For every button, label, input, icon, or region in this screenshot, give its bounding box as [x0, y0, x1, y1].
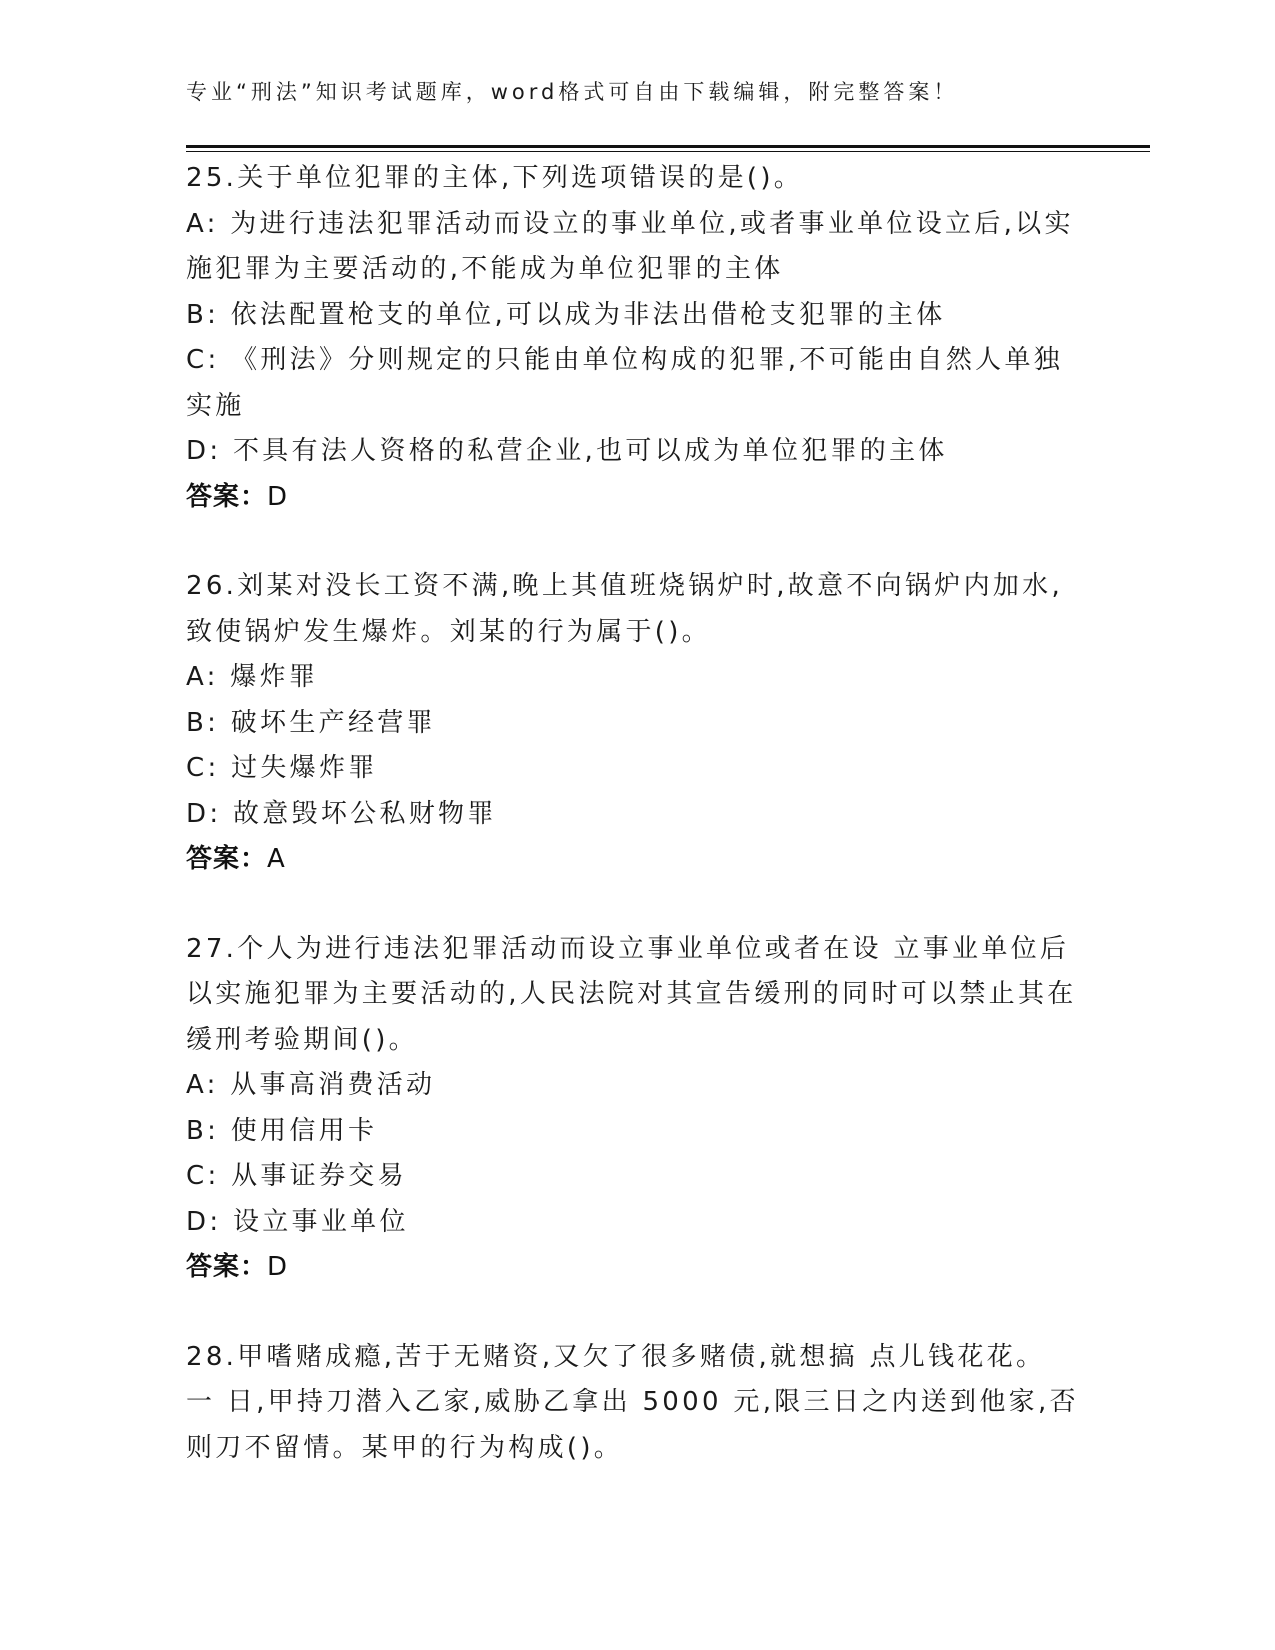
question-spacer	[186, 883, 1096, 927]
answer-line	[186, 837, 1096, 883]
option-a: A: 爆炸罪	[186, 662, 319, 692]
option-c: C: 《刑法》分则规定的只能由单位构成的犯罪,不可能由自然人单独	[186, 345, 1064, 375]
answer-value: D	[267, 1252, 288, 1282]
question-text-cont: 以实施犯罪为主要活动的,人民法院对其宣告缓刑的同时可以禁止其在	[186, 979, 1077, 1009]
answer-label: 答案：	[186, 844, 268, 874]
answer-label: 答案：	[186, 481, 268, 512]
answer-line	[186, 475, 1096, 521]
question-27	[186, 927, 1096, 1291]
option-a: A: 为进行违法犯罪活动而设立的事业单位,或者事业单位设立后,以实	[186, 208, 1074, 239]
answer-line	[186, 1245, 1096, 1291]
header-rule-thin	[186, 151, 1150, 152]
option-b: B: 依法配置枪支的单位,可以成为非法出借枪支犯罪的主体	[186, 299, 946, 330]
answer-label: 答案：	[186, 1252, 268, 1282]
option-d: D: 设立事业单位	[186, 1206, 409, 1237]
question-text: 27.个人为进行违法犯罪活动而设立事业单位或者在设 立事业单位后	[186, 933, 1070, 964]
question-text: 28.甲嗜赌成瘾,苦于无赌资,又欠了很多赌债,就想搞 点儿钱花花。	[186, 1341, 1046, 1372]
page-header: 专业“刑法”知识考试题库，word格式可自由下载编辑，附完整答案！	[186, 80, 959, 104]
question-text-cont: 一 日,甲持刀潜入乙家,威胁乙拿出 5000 元,限三日之内送到他家,否	[186, 1387, 1079, 1417]
header-rule-thick	[186, 145, 1150, 148]
option-b: B: 使用信用卡	[186, 1115, 378, 1146]
question-28	[186, 1335, 1096, 1472]
option-a: A: 从事高消费活动	[186, 1070, 436, 1100]
question-25	[186, 156, 1096, 520]
question-text-cont: 则刀不留情。某甲的行为构成()。	[186, 1432, 624, 1463]
option-c: C: 从事证券交易	[186, 1161, 407, 1191]
option-c-cont: 实施	[186, 390, 245, 421]
answer-value: D	[267, 481, 288, 512]
question-list	[186, 156, 1096, 1471]
option-b: B: 破坏生产经营罪	[186, 707, 436, 738]
question-text-cont: 缓刑考验期间()。	[186, 1024, 418, 1055]
question-26	[186, 564, 1096, 883]
question-text: 26.刘某对没长工资不满,晚上其值班烧锅炉时,故意不向锅炉内加水,	[186, 571, 1064, 601]
question-text-cont: 致使锅炉发生爆炸。刘某的行为属于()。	[186, 616, 711, 647]
question-text: 25.关于单位犯罪的主体,下列选项错误的是()。	[186, 163, 804, 193]
question-spacer	[186, 520, 1096, 564]
option-d: D: 不具有法人资格的私营企业,也可以成为单位犯罪的主体	[186, 436, 948, 466]
answer-value: A	[267, 844, 285, 874]
question-spacer	[186, 1291, 1096, 1335]
option-c: C: 过失爆炸罪	[186, 753, 378, 783]
option-a-cont: 施犯罪为主要活动的,不能成为单位犯罪的主体	[186, 254, 784, 284]
option-d: D: 故意毁坏公私财物罪	[186, 798, 497, 829]
